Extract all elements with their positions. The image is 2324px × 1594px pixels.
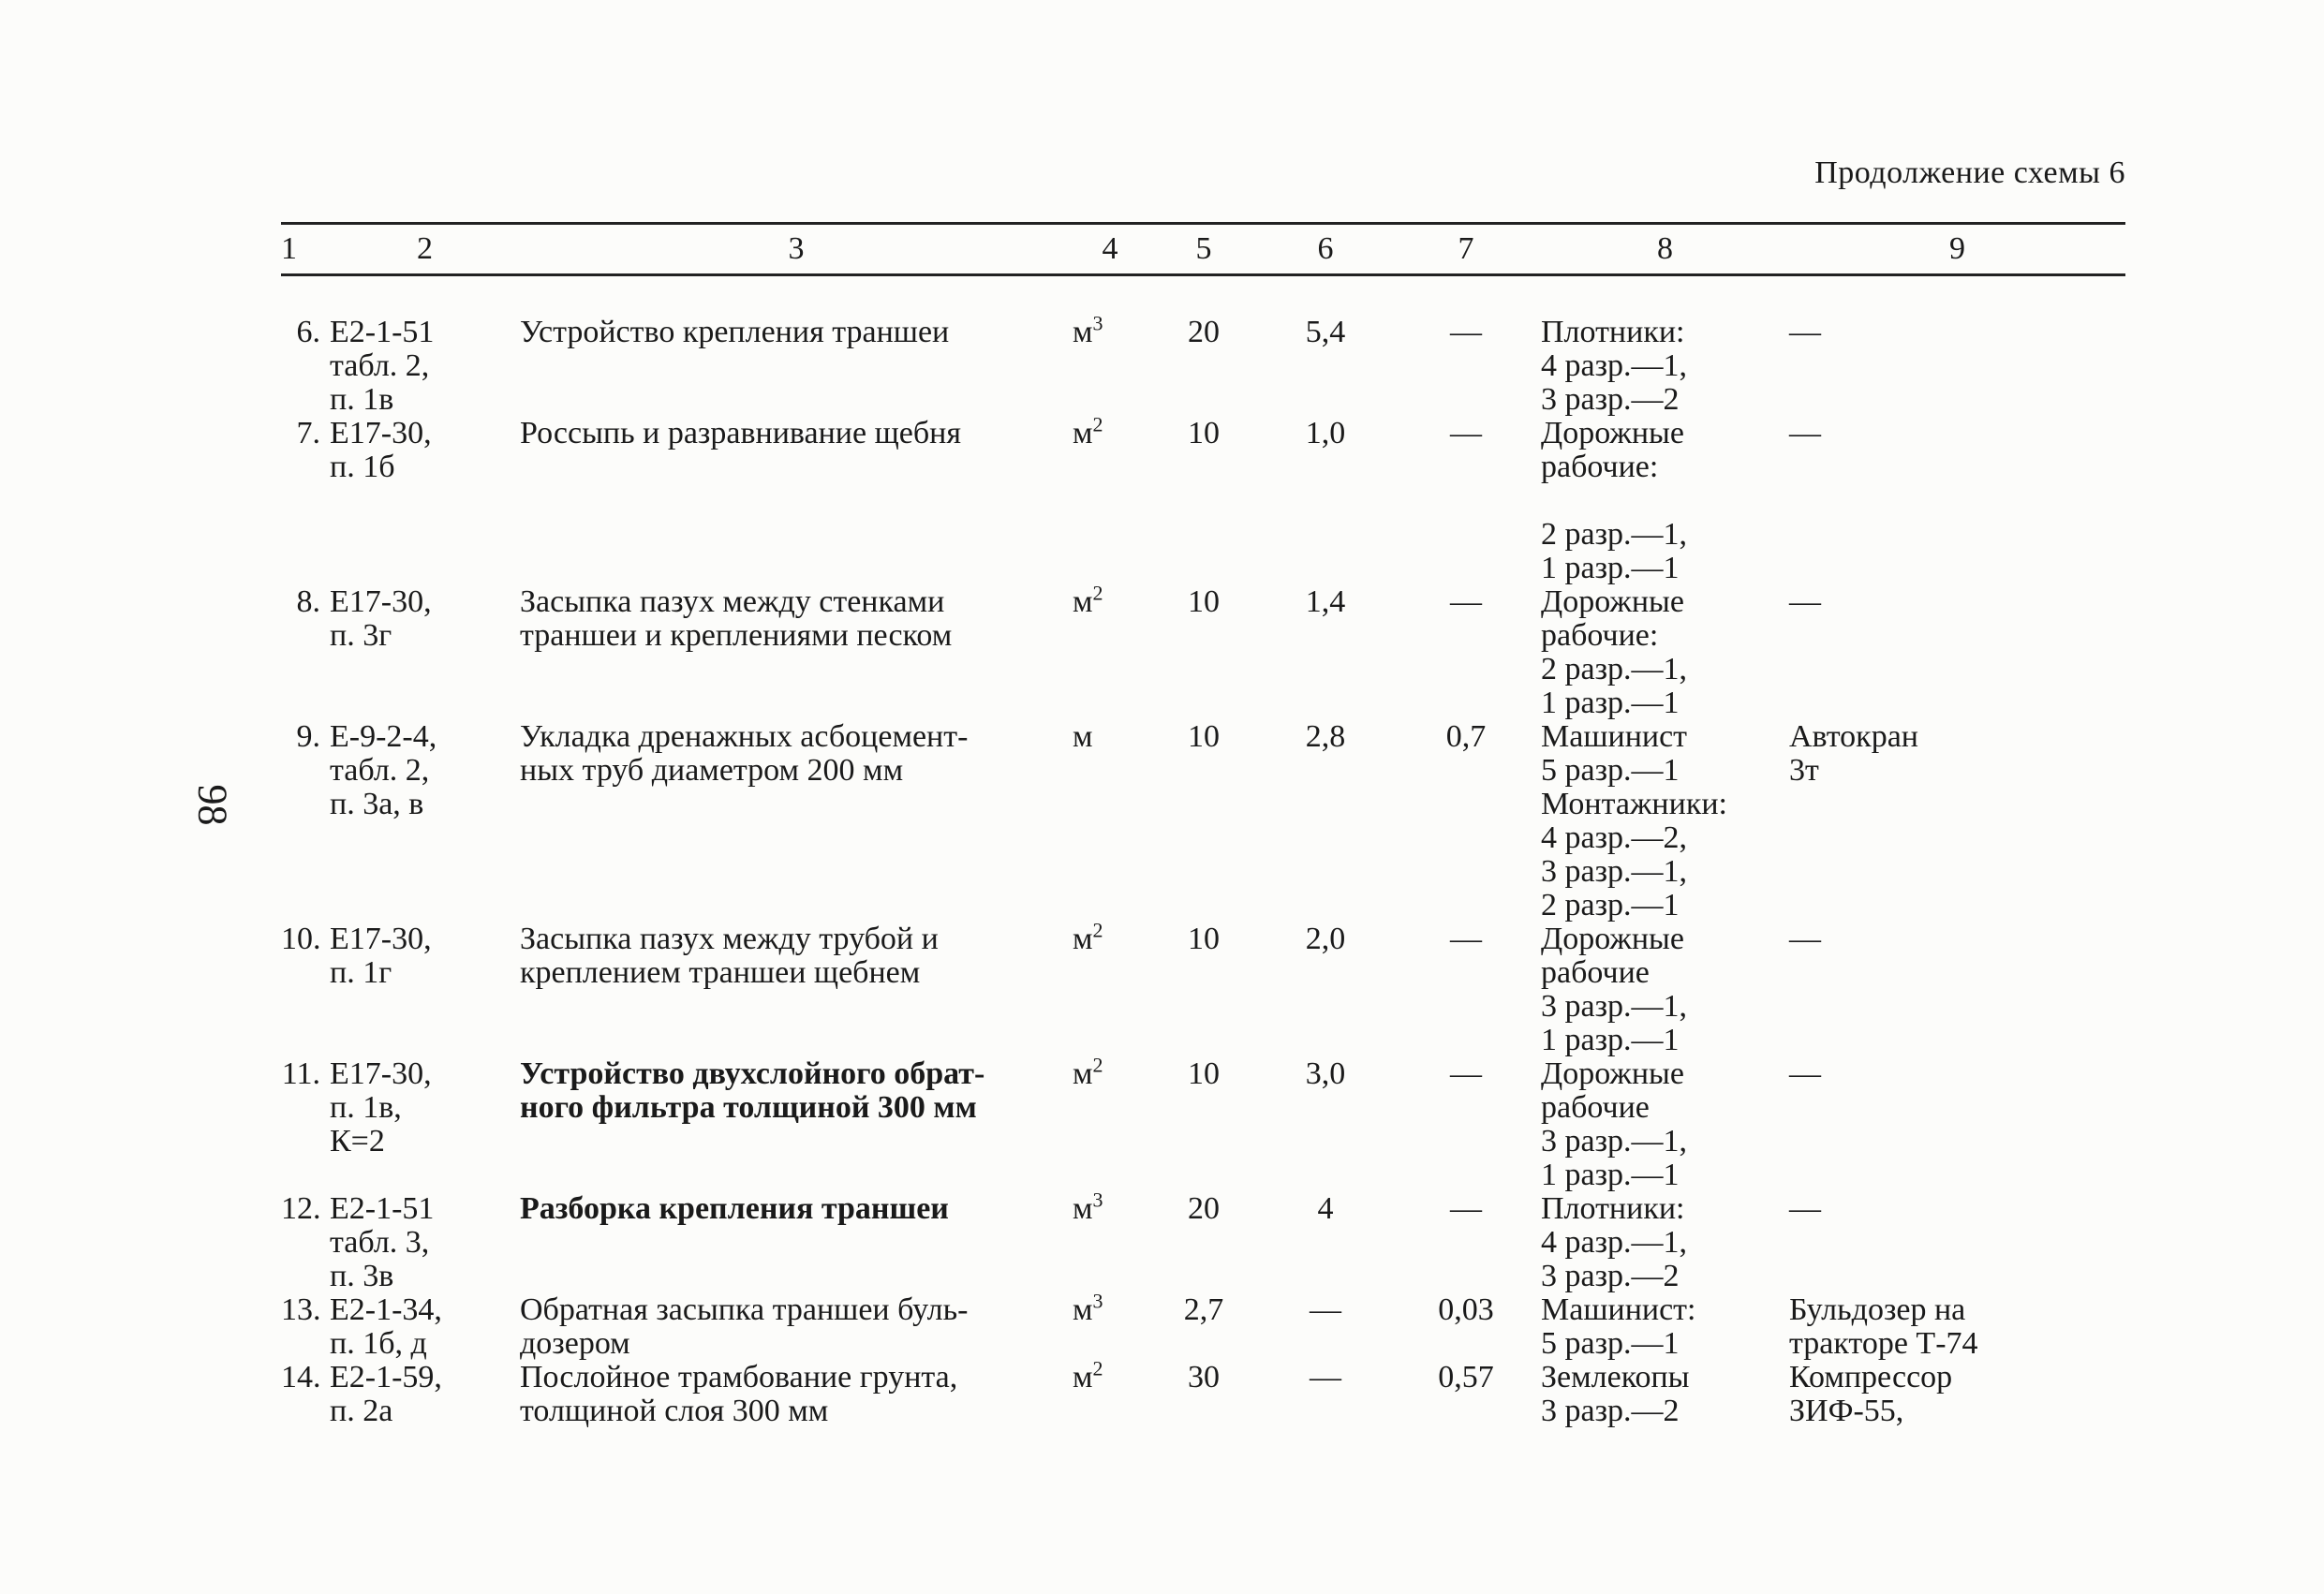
col-header-8: 8 [1657,231,1673,266]
row-number: 11. [281,1056,320,1091]
work-name: Россыпь и разравнивание щебня [520,416,961,450]
quantity: 2,7 [1183,1292,1224,1327]
table-row [281,720,2125,922]
workers: Плотники: 4 разр.—1, 3 разр.—2 [1541,315,1688,417]
work-name: Засыпка пазух между трубой и креплением траншеи щебнем [520,922,939,990]
column-header-row [281,225,2125,273]
col-header-6: 6 [1317,231,1334,266]
work-name: Разборка крепления траншеи [520,1191,949,1226]
unit-base: м [1073,1292,1093,1327]
col-header-3: 3 [788,231,805,266]
unit [1073,1188,1147,1226]
workers: Плотники: 4 разр.—1, 3 разр.—2 [1541,1191,1688,1293]
unit-exponent: 3 [1092,1289,1103,1313]
col-header-9: 9 [1949,231,1965,266]
col-header-7: 7 [1458,231,1474,266]
labor-cost: — [1310,1292,1341,1327]
unit [1073,412,1147,450]
quantity: 20 [1188,1191,1220,1226]
equipment: Автокран 3т [1789,719,1918,788]
quantity: 10 [1188,922,1220,956]
work-name: Устройство двухслойного обрат- ного фильтра толщиной 300 мм [520,1056,985,1125]
machine-time: — [1450,584,1482,619]
machine-time: 0,57 [1438,1360,1494,1395]
page-number: 98 [189,784,236,826]
unit-base: м [1073,416,1093,450]
unit-base: м [1073,1056,1093,1091]
machine-time: — [1450,315,1482,349]
equipment: Бульдозер на тракторе Т-74 [1789,1292,1978,1361]
workers: Машинист 5 разр.—1 Монтажники: 4 разр.—2, 3 разр.—1, 2 разр.—1 [1541,719,1727,922]
table-row [281,1053,2125,1192]
row-number: 14. [281,1360,321,1395]
machine-time: 0,7 [1445,719,1487,754]
norm-code: Е2-1-51 табл. 3, п. 3в [330,1191,435,1293]
work-table [281,222,2125,1428]
workers: Дорожные рабочие 3 разр.—1, 1 разр.—1 [1541,1056,1688,1192]
unit-exponent: 2 [1092,1053,1103,1077]
workers: Дорожные рабочие: 2 разр.—1, 1 разр.—1 [1541,416,1688,585]
labor-cost: 1,4 [1305,584,1346,619]
unit-base: м [1073,922,1093,956]
row-number: 13. [281,1292,321,1327]
equipment: — [1789,315,1821,349]
quantity: 10 [1188,719,1220,754]
table-body [281,311,2125,1428]
work-name: Обратная засыпка траншеи буль- дозером [520,1292,969,1361]
quantity: 10 [1188,584,1220,619]
unit [1073,1289,1147,1327]
labor-cost: 4 [1317,1191,1334,1226]
norm-code: Е17-30, п. 1г [330,922,432,990]
row-number: 6. [296,315,320,349]
norm-code: Е2-1-34, п. 1б, д [330,1292,442,1361]
col-header-2: 2 [417,231,433,266]
labor-cost: 2,8 [1305,719,1346,754]
equipment: — [1789,922,1821,956]
unit-exponent: 2 [1092,412,1103,436]
work-name: Устройство крепления траншеи [520,315,950,349]
workers: Машинист: 5 разр.—1 [1541,1292,1696,1361]
norm-code: Е-9-2-4, табл. 2, п. 3а, в [330,719,437,821]
row-number: 10. [281,922,321,956]
table-row [281,412,2125,585]
norm-code: Е2-1-59, п. 2а [330,1360,442,1428]
workers: Землекопы 3 разр.—2 [1541,1360,1690,1428]
workers: Дорожные рабочие: 2 разр.—1, 1 разр.—1 [1541,584,1688,720]
col-header-4: 4 [1102,231,1118,266]
quantity: 30 [1188,1360,1220,1395]
col-header-1: 1 [281,231,297,266]
row-number: 8. [296,584,320,619]
row-number: 9. [296,719,320,754]
unit [1073,918,1147,956]
machine-time: — [1450,1191,1482,1226]
norm-code: Е17-30, п. 1в, К=2 [330,1056,432,1159]
machine-time: — [1450,416,1482,450]
table-caption: Продолжение схемы 6 [1814,155,2125,190]
work-name: Укладка дренажных асбоцемент- ных труб диаметром 200 мм [520,719,969,788]
unit-exponent: 2 [1092,1356,1103,1380]
norm-code: Е17-30, п. 1б [330,416,432,484]
work-name: Послойное трамбование грунта, толщиной слоя 300 мм [520,1360,958,1428]
quantity: 20 [1188,315,1220,349]
row-number: 12. [281,1191,321,1226]
labor-cost: 1,0 [1305,416,1346,450]
norm-code: Е2-1-51 табл. 2, п. 1в [330,315,435,417]
equipment: — [1789,416,1821,450]
header-rule [281,273,2125,276]
unit-exponent: 3 [1092,1188,1103,1212]
row-number: 7. [296,416,320,450]
equipment: Компрессор ЗИФ-55, [1789,1360,1953,1428]
labor-cost: 5,4 [1305,315,1346,349]
labor-cost: 3,0 [1305,1056,1346,1091]
unit-exponent: 2 [1092,581,1103,605]
unit-exponent: 3 [1092,311,1103,335]
unit-base: м [1073,719,1093,754]
unit-base: м [1073,1360,1093,1395]
labor-cost: 2,0 [1305,922,1346,956]
machine-time: — [1450,922,1482,956]
machine-time: — [1450,1056,1482,1091]
unit-base: м [1073,584,1093,619]
unit [1073,1356,1147,1395]
workers: Дорожные рабочие 3 разр.—1, 1 разр.—1 [1541,922,1688,1057]
table-row [281,311,2125,417]
equipment: — [1789,1056,1821,1091]
unit [1073,1053,1147,1091]
unit [1073,720,1147,754]
norm-code: Е17-30, п. 3г [330,584,432,653]
unit-exponent: 2 [1092,918,1103,942]
equipment: — [1789,584,1821,619]
table-row [281,581,2125,720]
table-row [281,1188,2125,1293]
col-header-5: 5 [1195,231,1212,266]
table-row [281,918,2125,1057]
quantity: 10 [1188,416,1220,450]
machine-time: 0,03 [1438,1292,1494,1327]
work-name: Засыпка пазух между стенками траншеи и креплениями песком [520,584,953,653]
table-row [281,1356,2125,1428]
unit-base: м [1073,315,1093,349]
table-row [281,1289,2125,1361]
unit [1073,581,1147,619]
unit-base: м [1073,1191,1093,1226]
labor-cost: — [1310,1360,1341,1395]
quantity: 10 [1188,1056,1220,1091]
equipment: — [1789,1191,1821,1226]
unit [1073,311,1147,349]
